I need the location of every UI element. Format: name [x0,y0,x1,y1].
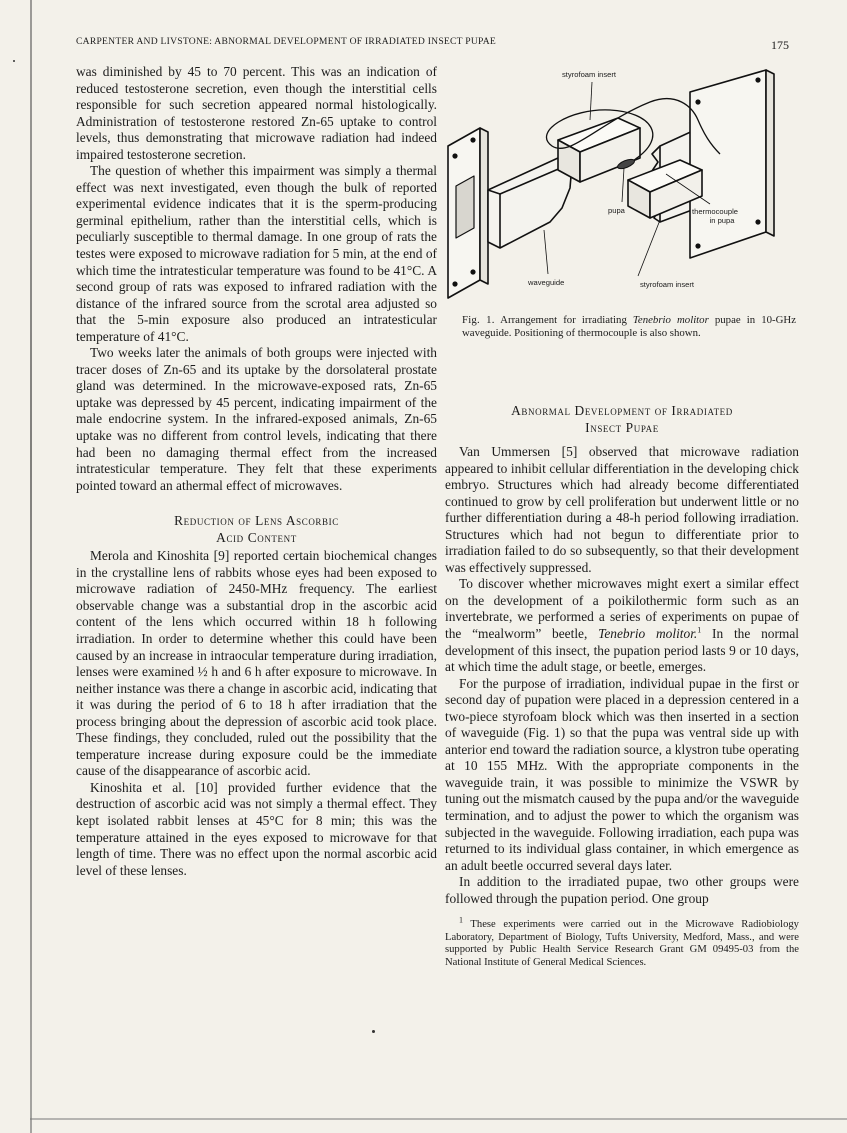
page-number: 175 [771,38,789,52]
species-name: Tenebrio molitor. [598,626,698,642]
paragraph: In addition to the irradiated pupae, two other groups were followed through the pupation period. One group [445,874,799,906]
caption-text: Arrangement for irradiating [500,314,627,326]
section-heading-line: Abnormal Development of Irradiated [511,403,733,418]
section-heading-line: Reduction of Lens Ascorbic [174,513,339,529]
footnote [445,915,799,969]
paragraph: Van Ummersen [5] observed that microwave radiation appeared to inhibit cellular differentiation in the developing chick embryo. Structures which had already become differentiated continued to grow by cell proliferation but underwent little or no further differentiation during a 48-h period following irradiation. Structures which had not begun to differentiate prior to irradiation failed to do so subsequently, so that their development was effectively suppressed. [445,444,799,575]
label-thermocouple-line: in pupa [709,216,735,225]
waveguide-diagram-svg [440,62,800,312]
paragraph: was diminished by 45 to 70 percent. This was an indication of reduced testosterone secretion, even though the interstitial cells responsible for such secretion appeared normal histologically. Administration of testosterone restored Zn-65 uptake to control levels, thus demonstrating that microwave radiation had indeed impaired testosterone secretion. [76,64,437,162]
figure-caption [462,314,796,339]
footnote-ref: 1 [697,625,702,635]
page-bottom-edge [30,1118,847,1120]
label-styrofoam-insert-top: styrofoam insert [562,70,617,79]
paragraph: Kinoshita et al. [10] provided further evidence that the destruction of ascorbic acid was not simply a thermal effect. They kept isolated rabbit lenses at 45°C for 8 min; this was the temperature attained in the eyes exposed to microwave for that length of time. There was no effect upon the normal ascorbic acid level of these lenses. [76,779,437,878]
section-heading-line: Insect Pupae [585,420,659,435]
paragraph: Merola and Kinoshita [9] reported certain biochemical changes in the crystalline lens of rabbits whose eyes had been exposed to microwave radiation of 2450-MHz frequency. The earliest observable change was a substantial drop in the ascorbic acid content of the lens which occurred within 18 h following irradiation. In order to determine whether this could have been caused by an increase in intraocular temperature during irradiation, lenses were examined ½ h and 6 h after exposure to microwave. In neither instance was there a change in ascorbic acid, indicating that it was during the period of 6 to 18 h after irradiation that the process bringing about the depression of ascorbic acid took place. These findings, they concluded, ruled out the possibility that the temperature increase during exposure could be the immediate cause of the disappearance of ascorbic acid. [76,548,437,779]
section-heading-insect-pupae [445,402,799,436]
caption-species: Tenebrio molitor [632,314,709,326]
label-pupa: pupa [608,206,625,215]
label-thermocouple [692,207,738,225]
paragraph: Two weeks later the animals of both groups were injected with tracer doses of Zn-65 and its uptake by the dorsolateral prostate gland was determined. In the microwave-exposed rats, Zn-65 uptake was depressed by 45 percent, indicating impairment of the male endocrine system. In the infrared-exposed animals, Zn-65 uptake was no different from control levels, indicating that there had been no damaging thermal effect from the increased intratesticular temperature. They felt that these experiments pointed toward an athermal effect of microwaves. [76,345,437,493]
left-column [76,64,437,879]
scan-speck [13,60,15,62]
paragraph-text: To discover whether microwaves might exert a similar effect on the development of a poikilothermic form such as an invertebrate, we performed a series of experiments on pupae of the “mealworm” beetle, [445,576,799,642]
right-flange [690,70,766,258]
paragraph [445,576,799,675]
running-head: CARPENTER AND LIVSTONE: ABNORMAL DEVELOPMENT OF IRRADIATED INSECT PUPAE [76,36,497,47]
figure-waveguide-diagram [440,62,800,312]
paragraph-text: In the normal development of this insect, the pupation period lasts 9 or 10 days, at which time the adult stage, or beetle, emerges. [445,626,799,675]
label-styrofoam-insert-bottom: styrofoam insert [640,280,695,289]
caption-number: Fig. 1. [462,314,495,326]
paragraph: For the purpose of irradiation, individual pupae in the first or second day of pupation were placed in a depression centered in a two-piece styrofoam block which was then inserted in a section of waveguide (Fig. 1) so that the pupa was ventral side up with anterior end toward the radiation source, a klystron tube operating at 10 155 MHz. With the appropriate components in the waveguide train, it was possible to minimize the VSWR by tuning out the mismatch caused by the pupa and/or the waveguide termination, and to adjust the power to which the organism was subjected in the waveguide. Following irradiation, each pupa was returned to its individual glass container, in which emergence as an adult beetle occurred several days later. [445,675,800,873]
label-waveguide: waveguide [528,278,565,287]
right-column [445,402,799,969]
paragraph: The question of whether this impairment was simply a thermal effect was next investigated, even though the bulk of reported experimental evidence indicates that it is the sperm-producing germinal epithelium, rather than the interstitial cells, which is peculiarly susceptible to thermal damage. In one group of rats the testes were exposed to microwave radiation for 5 min, at the end of which time the intratesticular temperature was found to be 41°C. A second group of rats was exposed to infrared radiation with the distance of the infrared source from the scrotal area adjusted so that the 5-min exposure also produced an intratesticular temperature of 41°C. [76,163,437,344]
section-heading-lens [76,512,437,546]
label-thermocouple-line: thermocouple [692,207,739,216]
left-flange-slot [456,176,474,238]
footnote-paragraph [445,915,799,969]
section-heading-line: Acid Content [216,530,297,546]
footnote-marker: 1 [459,915,463,925]
caption-text: pupae in 10-GHz waveguide. Positioning of thermocouple is also shown. [462,314,796,339]
scan-speck [372,1030,375,1033]
footnote-text: These experiments were carried out in the Microwave Radiobiology Laboratory, Department of Biology, Tufts University, Medford, Mass., and were supported by Public Health Service Research Grant GM 09495-03 from the National Institute of General Medical Sciences. [445,919,799,968]
page-binding-edge [30,0,32,1133]
